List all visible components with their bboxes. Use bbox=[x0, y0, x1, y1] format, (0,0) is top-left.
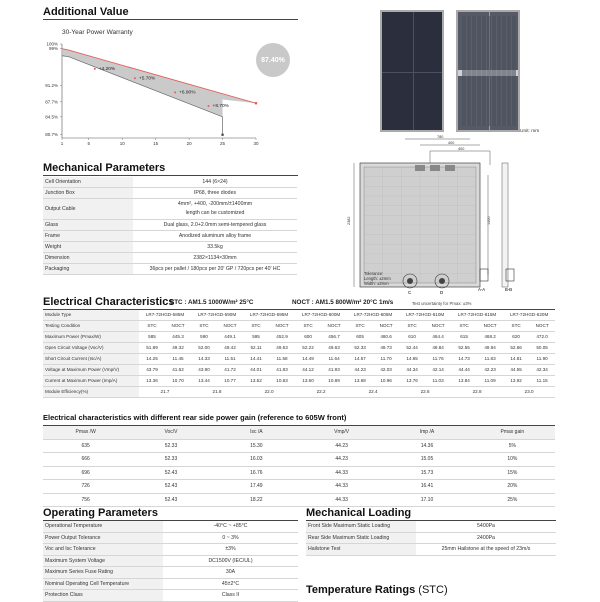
table-cell: 11.64 bbox=[321, 354, 347, 365]
table-cell: 52.00 bbox=[191, 343, 217, 354]
table-cell: 49.32 bbox=[165, 343, 191, 354]
x-tick-label: 30 bbox=[253, 141, 259, 146]
table-cell: 726 bbox=[43, 480, 128, 494]
series-line-bifacial bbox=[62, 49, 256, 104]
y-tick-label: 87.7% bbox=[45, 99, 58, 105]
panel-back-image bbox=[456, 10, 520, 132]
table-cell: 11.03 bbox=[425, 376, 451, 387]
table-cell: 44.33 bbox=[299, 493, 384, 507]
table-row bbox=[43, 480, 555, 494]
table-cell: 10.89 bbox=[321, 376, 347, 387]
table-cell: STC bbox=[347, 321, 373, 332]
row-value: ±3% bbox=[163, 544, 298, 556]
table-cell: 449.1 bbox=[217, 332, 243, 343]
tolerance-length: Length: ±2mm bbox=[364, 276, 391, 281]
row-label: Testing Condition bbox=[43, 321, 139, 332]
table-cell: 42.03 bbox=[373, 365, 399, 376]
table-header-row bbox=[43, 426, 555, 439]
mech-loading-title: Mechanical Loading bbox=[306, 507, 412, 519]
table-cell: 14.65 bbox=[399, 354, 425, 365]
column-header: Isc /A bbox=[214, 426, 299, 439]
table-cell: 44.23 bbox=[347, 365, 373, 376]
table-cell: 43.79 bbox=[139, 365, 165, 376]
table-cell: 49.63 bbox=[321, 343, 347, 354]
table-cell: STC bbox=[191, 321, 217, 332]
stc-condition: STC : AM1.5 1000W/m² 25°C bbox=[170, 299, 254, 306]
table-cell: 11.70 bbox=[373, 354, 399, 365]
row-value: 45±2°C bbox=[163, 578, 298, 590]
table-cell: 43.90 bbox=[191, 365, 217, 376]
table-cell: 14.57 bbox=[347, 354, 373, 365]
table-cell: 17.49 bbox=[214, 480, 299, 494]
row-value: -40°C ~ +85°C bbox=[163, 521, 298, 532]
row-value: 5400Pa bbox=[416, 521, 556, 532]
table-cell: 44.23 bbox=[299, 439, 384, 453]
tolerance-width: Width: ±2mm bbox=[364, 281, 389, 286]
table-cell: 610 bbox=[399, 332, 425, 343]
gain-label: +6.90% bbox=[179, 90, 196, 96]
row-label: Current at Maximum Power (Imp/A) bbox=[43, 376, 139, 387]
table-cell: 615 bbox=[451, 332, 477, 343]
table-cell: 17.10 bbox=[384, 493, 469, 507]
row-label: Open Circuit Voltage (Voc/V) bbox=[43, 343, 139, 354]
table-cell: 22.4 bbox=[347, 387, 399, 398]
table-cell: 756 bbox=[43, 493, 128, 507]
end-point-standard bbox=[221, 133, 224, 136]
table-cell: 696 bbox=[43, 466, 128, 480]
table-cell: 20% bbox=[470, 480, 555, 494]
table-cell: 41.72 bbox=[217, 365, 243, 376]
label-aa: A-A bbox=[478, 287, 486, 292]
gain-label: +4.20% bbox=[98, 66, 116, 72]
gain-dot bbox=[134, 77, 136, 79]
table-cell: 605 bbox=[347, 332, 373, 343]
table-cell: NOCT bbox=[529, 321, 555, 332]
table-cell: 452.9 bbox=[269, 332, 295, 343]
table-row bbox=[43, 544, 298, 556]
table-cell: 52.33 bbox=[347, 343, 373, 354]
table-cell: STC bbox=[295, 321, 321, 332]
gain-dot bbox=[174, 91, 176, 93]
row-label: Rear Side Maximum Static Loading bbox=[306, 532, 416, 544]
table-cell: 44.01 bbox=[243, 365, 269, 376]
table-row bbox=[306, 532, 556, 544]
table-cell: 16.03 bbox=[214, 453, 299, 467]
y-tick-label: 84.5% bbox=[45, 114, 58, 120]
table-cell: 42.34 bbox=[529, 365, 555, 376]
table-cell: 590 bbox=[191, 332, 217, 343]
model-header: LR7-72HGD-615M bbox=[451, 310, 503, 321]
table-cell: 49.53 bbox=[269, 343, 295, 354]
table-cell: STC bbox=[451, 321, 477, 332]
table-cell: 14.49 bbox=[295, 354, 321, 365]
table-cell: 635 bbox=[43, 439, 128, 453]
table-cell: 456.7 bbox=[321, 332, 347, 343]
warranty-chart bbox=[40, 38, 300, 148]
table-cell: 44.12 bbox=[295, 365, 321, 376]
mechanical-table bbox=[43, 177, 297, 275]
table-cell: 13.44 bbox=[191, 376, 217, 387]
model-header: LR7-72HGD-585M bbox=[139, 310, 191, 321]
table-row bbox=[306, 544, 556, 556]
operating-table bbox=[43, 521, 298, 602]
table-cell: 22.8 bbox=[451, 387, 503, 398]
dimension-label: 2382 bbox=[347, 216, 351, 225]
gain-dot bbox=[94, 68, 96, 70]
table-cell: 620 bbox=[503, 332, 529, 343]
row-value: Class II bbox=[163, 590, 298, 602]
table-cell: NOCT bbox=[165, 321, 191, 332]
row-label: Operational Temperature bbox=[43, 521, 163, 532]
table-cell: 44.55 bbox=[503, 365, 529, 376]
table-row bbox=[43, 521, 298, 532]
row-label: Front Side Maximum Static Loading bbox=[306, 521, 416, 532]
y-tick-label: 91.2% bbox=[45, 82, 58, 88]
dimension-label: 780 bbox=[437, 135, 444, 139]
table-cell: 15% bbox=[470, 466, 555, 480]
table-row bbox=[43, 493, 555, 507]
table-cell: 52.33 bbox=[128, 439, 213, 453]
table-cell: 14.25 bbox=[139, 354, 165, 365]
table-cell: 50.05 bbox=[529, 343, 555, 354]
x-tick-label: 5 bbox=[87, 141, 91, 146]
table-row bbox=[43, 590, 298, 602]
x-tick-label: 10 bbox=[119, 141, 125, 146]
row-value: 25mm Hailstone at the speed of 23m/s bbox=[416, 544, 556, 556]
table-cell: 21.7 bbox=[139, 387, 191, 398]
table-row bbox=[43, 387, 555, 398]
test-uncertainty: Test uncertainty for Pmax: ±3% bbox=[412, 301, 472, 306]
table-cell: STC bbox=[503, 321, 529, 332]
table-cell: 52.43 bbox=[128, 466, 213, 480]
table-cell: 11.90 bbox=[529, 354, 555, 365]
temperature-title bbox=[306, 584, 448, 596]
x-tick-label: 15 bbox=[153, 141, 159, 146]
mech-loading-table bbox=[306, 521, 556, 556]
table-cell: 44.33 bbox=[299, 480, 384, 494]
dimension-label: 1400 bbox=[487, 216, 491, 225]
table-cell: 41.83 bbox=[269, 365, 295, 376]
table-row bbox=[43, 439, 555, 453]
rear-gain-title: Electrical characteristics with different rear side power gain (reference to 605W front) bbox=[43, 413, 347, 422]
row-label: Voltage at Maximum Power (Vmp/V) bbox=[43, 365, 139, 376]
table-cell: 52.22 bbox=[295, 343, 321, 354]
table-cell: 51.89 bbox=[139, 343, 165, 354]
x-tick-label: 1 bbox=[60, 141, 64, 146]
dimension-label: 400 bbox=[448, 141, 455, 145]
table-cell: 18.22 bbox=[214, 493, 299, 507]
model-header: LR7-72HGD-595M bbox=[243, 310, 295, 321]
table-cell: 23.0 bbox=[503, 387, 555, 398]
warranty-subtitle: 30-Year Power Warranty bbox=[62, 29, 133, 36]
table-cell: 44.34 bbox=[399, 365, 425, 376]
row-label: Maximum System Voltage bbox=[43, 555, 163, 567]
table-row bbox=[43, 310, 555, 321]
row-value: 2400Pa bbox=[416, 532, 556, 544]
table-cell: 15.73 bbox=[384, 466, 469, 480]
table-row bbox=[43, 466, 555, 480]
label-c: C bbox=[408, 290, 412, 295]
row-label: Maximum Series Fuse Rating bbox=[43, 567, 163, 579]
table-cell: 666 bbox=[43, 453, 128, 467]
column-header: Voc/V bbox=[128, 426, 213, 439]
table-cell: 15.30 bbox=[214, 439, 299, 453]
y-tick-label: 80.7% bbox=[45, 132, 58, 138]
tolerance-title: Tolerance: bbox=[364, 271, 384, 276]
table-cell: 600 bbox=[295, 332, 321, 343]
table-cell: 14.33 bbox=[191, 354, 217, 365]
table-cell: 25% bbox=[470, 493, 555, 507]
model-header: LR7-72HGD-610M bbox=[399, 310, 451, 321]
table-cell: 10% bbox=[470, 453, 555, 467]
table-cell: 10.77 bbox=[217, 376, 243, 387]
technical-drawing bbox=[330, 135, 560, 297]
table-cell: 52.33 bbox=[128, 453, 213, 467]
model-header: LR7-72HGD-590M bbox=[191, 310, 243, 321]
rear-gain-table bbox=[43, 426, 555, 507]
table-cell: NOCT bbox=[269, 321, 295, 332]
table-cell: 22.2 bbox=[295, 387, 347, 398]
row-label: Nominal Operating Cell Temperature bbox=[43, 578, 163, 590]
row-label: Short Circuit Current (Isc/A) bbox=[43, 354, 139, 365]
table-cell: 41.62 bbox=[165, 365, 191, 376]
table-cell: 42.23 bbox=[477, 365, 503, 376]
table-cell: 14.81 bbox=[503, 354, 529, 365]
table-cell: 11.09 bbox=[477, 376, 503, 387]
table-row: Dimension 2382×1134×30mm bbox=[43, 253, 297, 264]
column-header: Vmp/V bbox=[299, 426, 384, 439]
table-cell: 11.58 bbox=[269, 354, 295, 365]
table-cell: 10.83 bbox=[269, 376, 295, 387]
row-value: DC1500V (IEC/UL) bbox=[163, 555, 298, 567]
table-cell: 16.41 bbox=[384, 480, 469, 494]
label-bb: B-B bbox=[505, 287, 513, 292]
table-cell: 16.76 bbox=[214, 466, 299, 480]
label-d: D bbox=[440, 290, 444, 295]
table-cell: NOCT bbox=[477, 321, 503, 332]
table-cell: 52.66 bbox=[503, 343, 529, 354]
table-row bbox=[43, 321, 555, 332]
table-cell: 13.60 bbox=[295, 376, 321, 387]
table-row: Junction Box IP68, three diodes bbox=[43, 188, 297, 199]
column-header: Pmax gain bbox=[470, 426, 555, 439]
table-cell: 44.44 bbox=[451, 365, 477, 376]
row-label: Voc and Isc Tolerance bbox=[43, 544, 163, 556]
table-cell: 49.73 bbox=[373, 343, 399, 354]
table-cell: 14.41 bbox=[243, 354, 269, 365]
table-row bbox=[43, 332, 555, 343]
table-cell: 49.94 bbox=[477, 343, 503, 354]
row-label: Power Output Tolerance bbox=[43, 532, 163, 544]
table-row bbox=[43, 376, 555, 387]
model-header: LR7-72HGD-620M bbox=[503, 310, 555, 321]
table-cell: 13.36 bbox=[139, 376, 165, 387]
table-row bbox=[43, 578, 298, 590]
row-label: Maximum Power (Pmax/W) bbox=[43, 332, 139, 343]
table-cell: 41.93 bbox=[321, 365, 347, 376]
table-cell: 460.6 bbox=[373, 332, 399, 343]
table-cell: 595 bbox=[243, 332, 269, 343]
operating-title: Operating Parameters bbox=[43, 507, 158, 519]
table-cell: STC bbox=[139, 321, 165, 332]
table-row: Weight 33.5kg bbox=[43, 242, 297, 253]
table-cell: NOCT bbox=[425, 321, 451, 332]
table-cell: 15.05 bbox=[384, 453, 469, 467]
table-cell: 14.73 bbox=[451, 354, 477, 365]
table-cell: 22.6 bbox=[399, 387, 451, 398]
table-cell: NOCT bbox=[217, 321, 243, 332]
column-header: Pmax /W bbox=[43, 426, 128, 439]
table-cell: 13.84 bbox=[451, 376, 477, 387]
row-label: Hailstone Test bbox=[306, 544, 416, 556]
table-cell: 52.55 bbox=[451, 343, 477, 354]
row-label: Module Type bbox=[43, 310, 139, 321]
table-row: Packaging 36pcs per pallet / 180pcs per 20' GP / 720pcs per 40' HC bbox=[43, 264, 297, 275]
table-row bbox=[43, 354, 555, 365]
table-cell: 11.45 bbox=[165, 354, 191, 365]
gain-dot bbox=[208, 105, 210, 107]
gain-label: +5.70% bbox=[138, 76, 156, 82]
table-cell: 52.44 bbox=[399, 343, 425, 354]
temperature-title-text: Temperature Ratings bbox=[306, 584, 416, 596]
table-cell: 14.36 bbox=[384, 439, 469, 453]
table-row: Output Cable 4mm², +400, -200mm/±1400mm length can be customized bbox=[43, 199, 297, 220]
table-cell: 468.2 bbox=[477, 332, 503, 343]
table-cell: 445.3 bbox=[165, 332, 191, 343]
row-label: Module Efficiency(%) bbox=[43, 387, 139, 398]
mechanical-title: Mechanical Parameters bbox=[43, 162, 166, 174]
temperature-title-suffix: (STC) bbox=[418, 584, 448, 596]
table-cell: 44.33 bbox=[299, 466, 384, 480]
row-value: 0 ~ 3% bbox=[163, 532, 298, 544]
table-row bbox=[43, 567, 298, 579]
mechanical-rule bbox=[43, 175, 298, 176]
table-cell: 42.14 bbox=[425, 365, 451, 376]
units-note: Unit: mm bbox=[520, 129, 540, 134]
table-cell: NOCT bbox=[321, 321, 347, 332]
table-row bbox=[43, 555, 298, 567]
table-row bbox=[306, 521, 556, 532]
table-cell: 49.84 bbox=[425, 343, 451, 354]
table-cell: STC bbox=[399, 321, 425, 332]
table-cell: 11.76 bbox=[425, 354, 451, 365]
table-cell: 11.83 bbox=[477, 354, 503, 365]
electrical-title: Electrical Characteristics bbox=[43, 296, 175, 308]
x-tick-label: 25 bbox=[220, 141, 226, 146]
table-cell: 5% bbox=[470, 439, 555, 453]
table-cell: 21.8 bbox=[191, 387, 243, 398]
x-tick-label: 20 bbox=[186, 141, 192, 146]
table-cell: 13.52 bbox=[243, 376, 269, 387]
table-row bbox=[43, 365, 555, 376]
table-row: Cell Orientation 144 (6×24) bbox=[43, 177, 297, 188]
table-row: Glass Dual glass, 2.0+2.0mm semi-tempered glass bbox=[43, 220, 297, 231]
table-cell: 44.23 bbox=[299, 453, 384, 467]
model-header: LR7-72HGD-605M bbox=[347, 310, 399, 321]
row-value: 30A bbox=[163, 567, 298, 579]
table-cell: 22.0 bbox=[243, 387, 295, 398]
electrical-table bbox=[43, 310, 555, 398]
table-row: Frame Anodized aluminum alloy frame bbox=[43, 231, 297, 242]
table-cell: 13.76 bbox=[399, 376, 425, 387]
table-row bbox=[43, 453, 555, 467]
warranty-badge-label: 87.40% bbox=[261, 57, 285, 64]
table-cell: 585 bbox=[139, 332, 165, 343]
table-cell: 13.92 bbox=[503, 376, 529, 387]
chart-marks bbox=[62, 43, 290, 136]
panel-front-image bbox=[380, 10, 444, 132]
table-cell: 52.43 bbox=[128, 480, 213, 494]
y-tick-label: 99% bbox=[48, 46, 58, 52]
table-cell: NOCT bbox=[373, 321, 399, 332]
model-header: LR7-72HGD-600M bbox=[295, 310, 347, 321]
table-cell: 472.0 bbox=[529, 332, 555, 343]
table-cell: 464.4 bbox=[425, 332, 451, 343]
table-row bbox=[43, 532, 298, 544]
gain-label: +8.70% bbox=[212, 103, 229, 109]
table-cell: 11.51 bbox=[217, 354, 243, 365]
table-cell: 49.42 bbox=[217, 343, 243, 354]
column-header: Imp /A bbox=[384, 426, 469, 439]
y-tick-label: 100% bbox=[46, 41, 58, 47]
additional-value-title: Additional Value bbox=[43, 6, 129, 18]
table-cell: 13.68 bbox=[347, 376, 373, 387]
dimension-label: 400 bbox=[458, 147, 465, 151]
table-cell: STC bbox=[243, 321, 269, 332]
table-cell: 52.43 bbox=[128, 493, 213, 507]
table-cell: 11.15 bbox=[529, 376, 555, 387]
noct-condition: NOCT : AM1.5 800W/m² 20°C 1m/s bbox=[292, 299, 394, 306]
row-label: Protection Class bbox=[43, 590, 163, 602]
table-cell: 52.11 bbox=[243, 343, 269, 354]
table-row bbox=[43, 343, 555, 354]
table-cell: 10.96 bbox=[373, 376, 399, 387]
end-point-bifacial bbox=[255, 102, 258, 105]
title-rule bbox=[43, 19, 298, 20]
table-cell: 10.70 bbox=[165, 376, 191, 387]
